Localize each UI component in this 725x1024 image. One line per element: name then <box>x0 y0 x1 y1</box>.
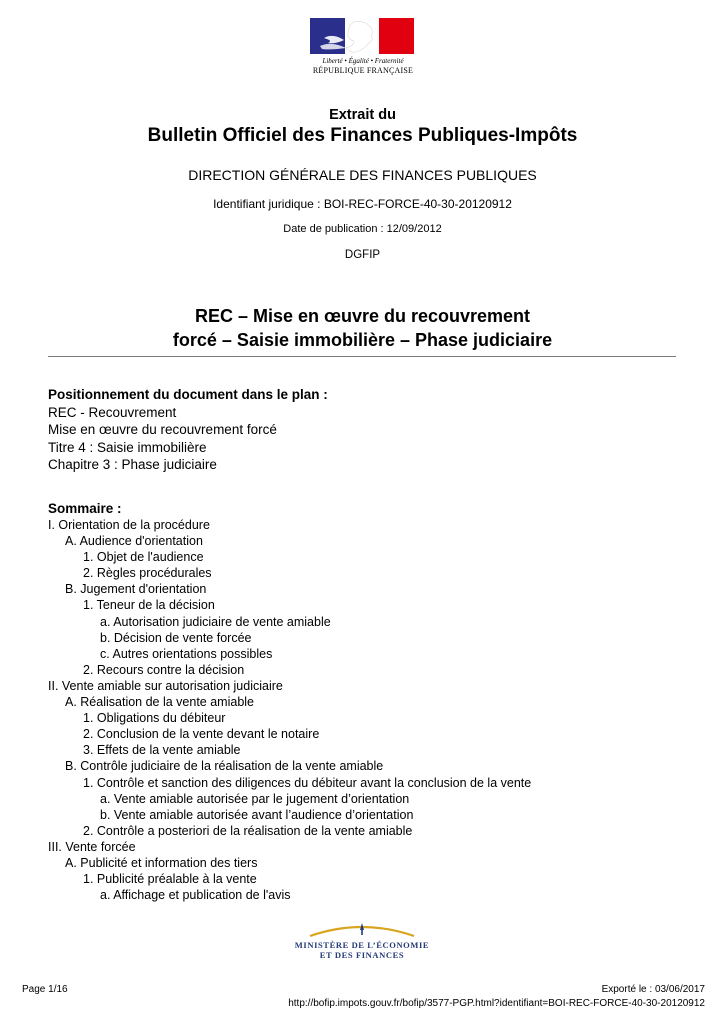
marianne-flag-icon <box>310 18 414 54</box>
sommaire-item: 1. Objet de l'audience <box>83 550 204 565</box>
plan-line: Titre 4 : Saisie immobilière <box>48 439 207 455</box>
title-divider <box>48 356 676 357</box>
ministere-line-1: MINISTÈRE DE L’ÉCONOMIE <box>294 940 430 950</box>
sommaire-item: A. Publicité et information des tiers <box>65 855 258 870</box>
sommaire-item: 3. Effets de la vente amiable <box>83 743 241 758</box>
rf-name: RÉPUBLIQUE FRANÇAISE <box>312 66 414 75</box>
sommaire-item: A. Réalisation de la vente amiable <box>65 695 255 710</box>
sommaire-item: c. Autres orientations possibles <box>100 646 273 661</box>
dgfip-label: DGFIP <box>344 249 381 261</box>
sommaire-item: a. Autorisation judiciaire de vente amiable <box>100 614 331 629</box>
sommaire-item: B. Jugement d'orientation <box>65 582 207 597</box>
plan-line: REC - Recouvrement <box>48 404 177 420</box>
date-publication: Date de publication : 12/09/2012 <box>283 223 442 235</box>
bulletin-title: Bulletin Officiel des Finances Publiques-Impôts <box>147 125 578 146</box>
plan-line: Mise en œuvre du recouvrement forcé <box>48 422 277 437</box>
identifiant-juridique: Identifiant juridique : BOI-REC-FORCE-40-30-20120912 <box>213 197 512 211</box>
ministere-line-2: ET DES FINANCES <box>319 950 405 960</box>
sommaire-item: A. Audience d'orientation <box>65 534 203 549</box>
sommaire-item: b. Vente amiable autorisée avant l’audience d’orientation <box>100 807 414 822</box>
sommaire-item: a. Affichage et publication de l'avis <box>100 888 291 903</box>
rf-motto: Liberté • Égalité • Fraternité <box>322 57 404 65</box>
sommaire-item: b. Décision de vente forcée <box>100 630 252 645</box>
sommaire-item: 2. Règles procédurales <box>83 566 212 581</box>
extrait-label: Extrait du <box>329 107 396 123</box>
sommaire-heading: Sommaire : <box>48 501 122 516</box>
sommaire-list <box>48 517 531 903</box>
sommaire-item: a. Vente amiable autorisée par le jugement d’orientation <box>100 791 410 806</box>
page-number: Page 1/16 <box>22 984 68 995</box>
marianne-profile-icon <box>310 18 414 54</box>
sommaire-item: 2. Recours contre la décision <box>83 662 245 677</box>
sommaire-item: 1. Teneur de la décision <box>83 598 215 613</box>
sommaire-item: 2. Conclusion de la vente devant le notaire <box>83 727 320 742</box>
plan-section <box>48 386 328 474</box>
document-title-line-2: forcé – Saisie immobilière – Phase judiciaire <box>172 330 553 350</box>
republique-francaise-logo <box>310 18 416 75</box>
sommaire-item: B. Contrôle judiciaire de la réalisation de la vente amiable <box>65 759 384 774</box>
plan-line: Chapitre 3 : Phase judiciaire <box>48 457 217 472</box>
sommaire-item: 1. Publicité préalable à la vente <box>83 872 257 887</box>
ministere-logo <box>282 920 442 960</box>
document-title-line-1: REC – Mise en œuvre du recouvrement <box>194 306 531 326</box>
sommaire-item: 1. Contrôle et sanction des diligences du débiteur avant la conclusion de la vente <box>83 775 532 790</box>
ministere-arc-icon <box>302 920 422 938</box>
sommaire-item: III. Vente forcée <box>48 839 136 854</box>
direction-label: DIRECTION GÉNÉRALE DES FINANCES PUBLIQUES <box>188 167 537 183</box>
sommaire-item: II. Vente amiable sur autorisation judiciaire <box>48 678 283 693</box>
sommaire-item: 1. Obligations du débiteur <box>83 711 226 726</box>
sommaire-section <box>48 500 531 903</box>
export-date: Exporté le : 03/06/2017 <box>601 984 705 995</box>
source-url[interactable]: http://bofip.impots.gouv.fr/bofip/3577-PGP.html?identifiant=BOI-REC-FORCE-40-30-20120912 <box>288 998 705 1009</box>
sommaire-item: 2. Contrôle a posteriori de la réalisation de la vente amiable <box>83 823 413 838</box>
sommaire-item: I. Orientation de la procédure <box>48 518 210 532</box>
plan-heading: Positionnement du document dans le plan : <box>48 387 328 402</box>
